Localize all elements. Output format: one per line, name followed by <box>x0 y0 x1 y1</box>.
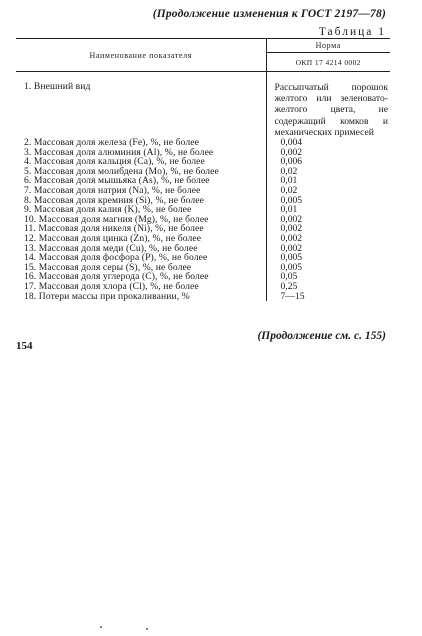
row-value: 7—15 <box>280 290 305 302</box>
row-name: 15. Массовая доля серы (S), %, не более <box>16 263 266 273</box>
row-value: 0,25 <box>280 280 298 292</box>
row-name: 16. Массовая доля углерода (C), %, не более <box>16 272 266 282</box>
row-name: 13. Массовая доля меди (Cu), %, не более <box>16 244 266 254</box>
row-value: 0,002 <box>280 146 303 158</box>
row-name: 8. Массовая доля кремния (Si), %, не более <box>16 196 266 206</box>
row-name: 7. Массовая доля натрия (Na), %, не более <box>16 186 266 196</box>
row-value: 0,02 <box>280 184 298 196</box>
row-name: 11. Массовая доля никеля (Ni), %, не более <box>16 224 266 234</box>
row-name: 12. Массовая доля цинка (Zn), %, не более <box>16 234 266 244</box>
row-name: 17. Массовая доля хлора (Cl), %, не более <box>16 282 266 292</box>
table-row <box>16 82 390 138</box>
page-number: 154 <box>16 340 33 352</box>
row-value: Рассыпчатый порошок желтого или зеленовато-желтого цвета, не содержащий комков и механических примесей <box>274 82 388 138</box>
row-name: 2. Массовая доля железа (Fe), %, не более <box>16 138 266 148</box>
row-value: 0,005 <box>280 252 303 264</box>
row-value: 0,005 <box>280 194 303 206</box>
column-header-norm: Норма <box>266 39 390 53</box>
row-value: 0,002 <box>280 213 303 225</box>
row-name: 18. Потери массы при прокаливании, % <box>16 292 266 302</box>
table-row <box>16 292 390 302</box>
row-value: 0,005 <box>280 261 303 273</box>
row-name: 1. Внешний вид <box>16 82 266 138</box>
spec-table <box>16 38 390 301</box>
row-value: 0,05 <box>280 271 298 283</box>
row-value: 0,01 <box>280 204 298 216</box>
row-value: 0,002 <box>280 223 303 235</box>
row-name: 6. Массовая доля мышьяка (As), %, не более <box>16 176 266 186</box>
row-value: 0,01 <box>280 175 298 187</box>
row-value: 0,006 <box>280 156 303 168</box>
row-name: 4. Массовая доля кальция (Ca), %, не более <box>16 157 266 167</box>
column-header-okp: ОКП 17 4214 0002 <box>266 53 390 72</box>
row-value: 0,02 <box>280 165 298 177</box>
row-value: 0,004 <box>280 137 303 149</box>
row-name: 3. Массовая доля алюминия (Al), %, не более <box>16 148 266 158</box>
row-value: 0,002 <box>280 242 303 254</box>
table-caption: Таблица 1 <box>318 26 386 38</box>
column-header-name: Наименование показателя <box>16 39 266 72</box>
continuation-footer: (Продолжение см. с. 155) <box>257 330 386 342</box>
row-value: 0,002 <box>280 232 303 244</box>
continuation-header: (Продолжение изменения к ГОСТ 2197—78) <box>152 8 386 20</box>
row-name: 5. Массовая доля молибдена (Mo), %, не более <box>16 167 266 177</box>
row-name: 10. Массовая доля магния (Mg), %, не более <box>16 215 266 225</box>
row-name: 9. Массовая доля калия (K), %, не более <box>16 205 266 215</box>
row-name: 14. Массовая доля фосфора (P), %, не более <box>16 253 266 263</box>
